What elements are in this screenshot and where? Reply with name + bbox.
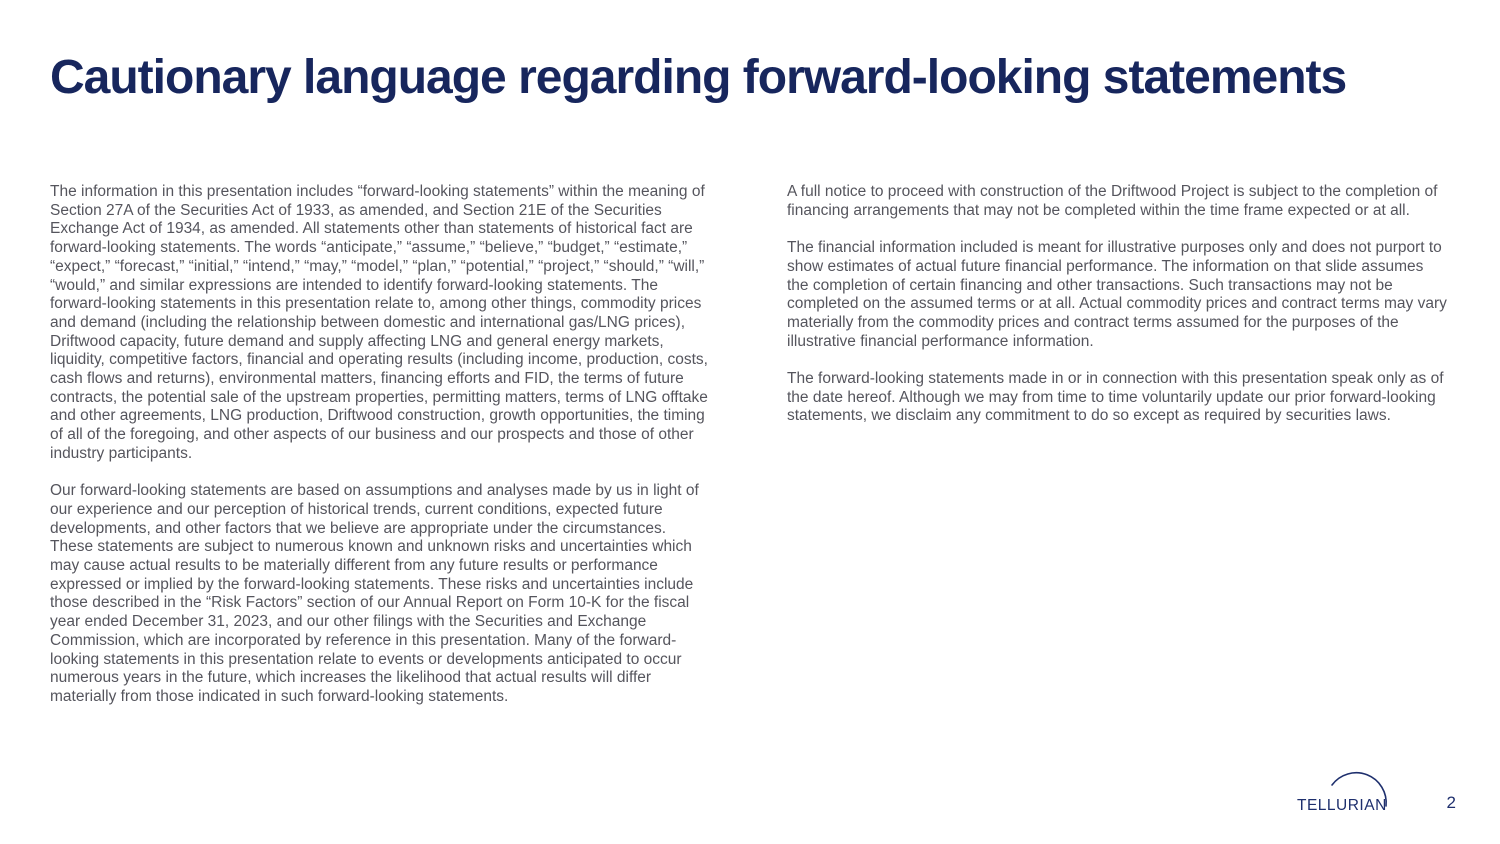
disclaimer-paragraph: The forward-looking statements made in or in connection with this presentation speak only as of the date hereof. Although we may from time to time voluntarily update our prior forward-looking statements, we disclaim any commitment to do so except as required by securities laws. xyxy=(787,370,1444,425)
tellurian-logo xyxy=(1297,766,1401,816)
page-number: 2 xyxy=(1446,793,1456,812)
disclaimer-left-column xyxy=(50,183,710,725)
disclaimer-paragraph: The financial information included is meant for illustrative purposes only and does not purport to show estimates of actual future financial performance. The information on that slide assumes the completion of certain financing and other transactions. Such transactions may not be completed on the assumed terms or at all. Actual commodity prices and contract terms may vary materially from the commodity prices and contract terms assumed for the purposes of the illustrative financial performance information. xyxy=(787,239,1447,350)
disclaimer-paragraph: A full notice to proceed with construction of the Driftwood Project is subject to the completion of financing arrangements that may not be completed within the time frame expected or at all. xyxy=(787,183,1438,219)
page-title: Cautionary language regarding forward-looking statements xyxy=(50,51,1347,104)
disclaimer-right-column xyxy=(787,183,1447,445)
disclaimer-paragraph: Our forward-looking statements are based on assumptions and analyses made by us in light of our experience and our perception of historical trends, current conditions, expected future developments, and other factors that we believe are appropriate under the circumstances. These statements are subject to numerous known and unknown risks and uncertainties which may cause actual results to be materially different from any future results or performance expressed or implied by the forward-looking statements. These risks and uncertainties include those described in the “Risk Factors” section of our Annual Report on Form 10-K for the fiscal year ended December 31, 2023, and our other filings with the Securities and Exchange Commission, which are incorporated by reference in this presentation. Many of the forward-looking statements in this presentation relate to events or developments anticipated to occur numerous years in the future, which increases the likelihood that actual results will differ materially from those indicated in such forward-looking statements. xyxy=(50,482,699,705)
logo-wordmark: TELLURIAN xyxy=(1296,797,1387,814)
slide-footer xyxy=(1297,766,1456,816)
tellurian-logo-icon xyxy=(1297,766,1401,816)
disclaimer-paragraph: The information in this presentation includes “forward-looking statements” within the meaning of Section 27A of the Securities Act of 1933, as amended, and Section 21E of the Securities Exchange Act of 1934, as amended. All statements other than statements of historical fact are forward-looking statements. The words “anticipate,” “assume,” “believe,” “budget,” “estimate,” “expect,” “forecast,” “initial,” “intend,” “may,” “model,” “plan,” “potential,” “project,” “should,” “will,” “would,” and similar expressions are intended to identify forward-looking statements. The forward-looking statements in this presentation relate to, among other things, commodity prices and demand (including the relationship between domestic and international gas/LNG prices), Driftwood capacity, future demand and supply affecting LNG and general energy markets, liquidity, competitive factors, financial and operating results (including income, production, costs, cash flows and returns), environmental matters, financing efforts and FID, the terms of future contracts, the potential sale of the upstream properties, permitting matters, terms of LNG offtake and other agreements, LNG production, Driftwood construction, growth opportunities, the timing of all of the foregoing, and other aspects of our business and our prospects and those of other industry participants. xyxy=(50,183,708,462)
